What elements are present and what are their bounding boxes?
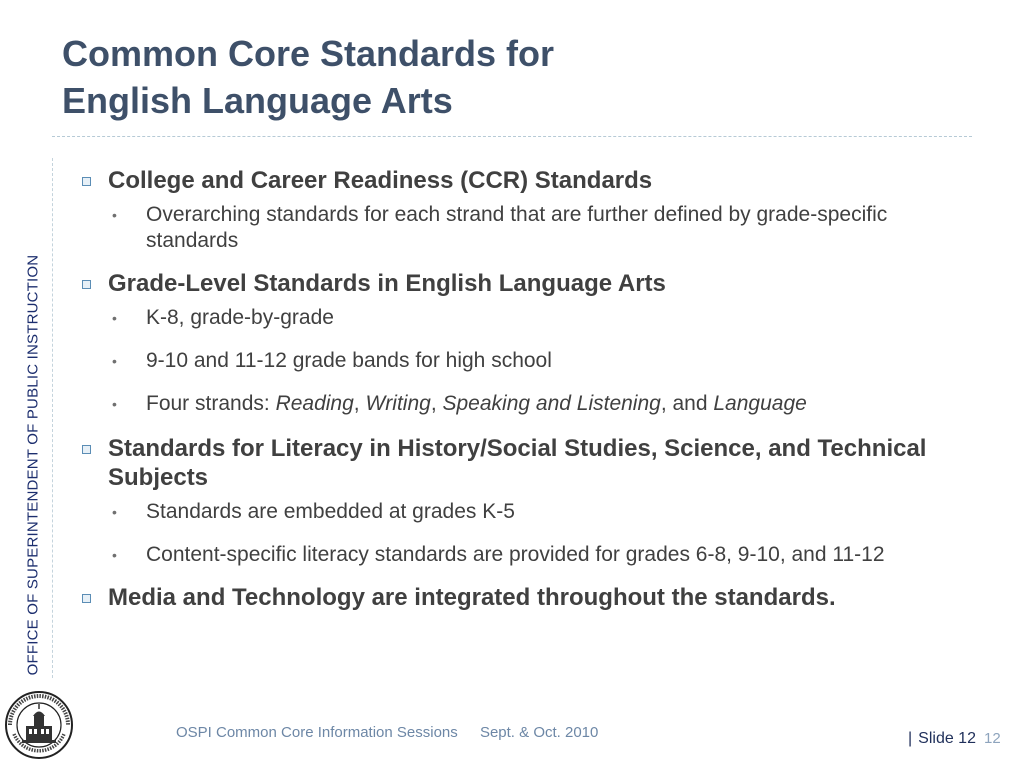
slide-number-area (908, 730, 1001, 748)
strand-separator: , and (660, 392, 714, 415)
footer-org: OSPI Common Core Information Sessions (176, 724, 458, 741)
bullet-heading: Grade-Level Standards in English Language Arts (108, 270, 666, 297)
sub-bullet (78, 348, 958, 374)
dot-bullet-icon: • (112, 504, 117, 520)
dot-bullet-icon: • (112, 353, 117, 369)
sub-bullet-text: Overarching standards for each strand that are further defined by grade-specific standards (146, 203, 888, 252)
footer-info (176, 724, 598, 741)
state-seal-logo (4, 690, 74, 760)
footer-date: Sept. & Oct. 2010 (479, 724, 599, 741)
sub-bullet-text: 9-10 and 11-12 grade bands for high school (146, 349, 552, 372)
slide-label: Slide 12 (918, 730, 976, 747)
slide-title (62, 30, 962, 124)
title-line-2: English Language Arts (62, 80, 453, 121)
slide-number: 12 (983, 730, 1001, 747)
title-divider (52, 136, 972, 137)
sub-bullet (78, 542, 958, 568)
bullet-grade-level-standards (78, 269, 958, 298)
bullet-heading: Standards for Literacy in History/Social Studies, Science, and Technical Subjects (108, 435, 927, 491)
dot-bullet-icon: • (112, 310, 117, 326)
side-org-label: OFFICE OF SUPERINTENDENT OF PUBLIC INSTRUCTION (24, 254, 42, 676)
bullet-heading: Media and Technology are integrated throughout the standards. (108, 584, 836, 611)
strand-writing: Writing (365, 392, 431, 415)
sub-bullet-strands (78, 391, 958, 417)
dot-bullet-icon: • (112, 547, 117, 563)
bullet-literacy-standards (78, 434, 958, 492)
bullet-ccr-standards (78, 166, 958, 195)
footer-separator: | (908, 730, 913, 747)
sub-bullet-text: K-8, grade-by-grade (146, 306, 334, 329)
sub-bullet (78, 499, 958, 525)
sub-bullet-text: Standards are embedded at grades K-5 (146, 500, 515, 523)
square-bullet-icon (82, 177, 91, 186)
bullet-heading: College and Career Readiness (CCR) Standards (108, 167, 653, 194)
dot-bullet-icon: • (112, 207, 117, 223)
sub-bullet (78, 202, 958, 254)
slide-body (78, 166, 958, 612)
dot-bullet-icon: • (112, 396, 117, 412)
strand-reading: Reading (275, 392, 354, 415)
square-bullet-icon (82, 594, 91, 603)
square-bullet-icon (82, 280, 91, 289)
bullet-media-technology (78, 583, 958, 612)
sub-bullet-text: Content-specific literacy standards are provided for grades 6-8, 9-10, and 11-12 (146, 543, 885, 566)
square-bullet-icon (82, 445, 91, 454)
strand-language: Language (713, 392, 807, 415)
strand-separator: , (430, 392, 443, 415)
title-line-1: Common Core Standards for (62, 33, 555, 74)
side-divider (52, 158, 53, 678)
strands-prefix: Four strands: (146, 392, 276, 415)
strand-separator: , (353, 392, 366, 415)
sub-bullet (78, 305, 958, 331)
strand-speaking-listening: Speaking and Listening (442, 392, 661, 415)
